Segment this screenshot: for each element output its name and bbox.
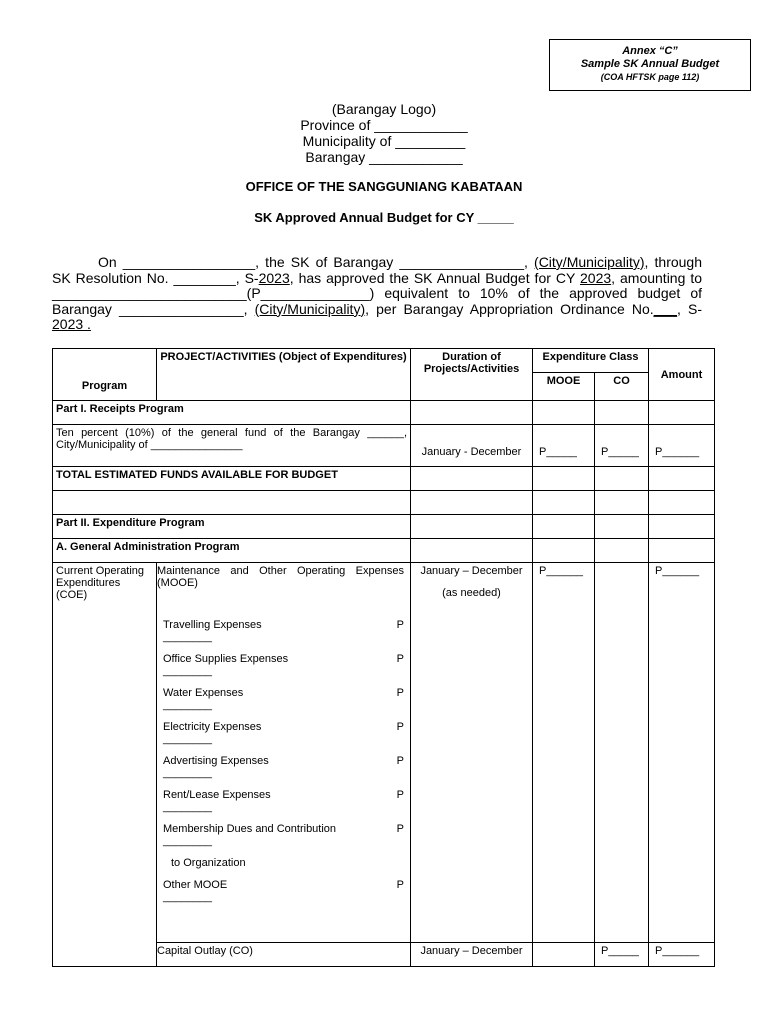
office-title: OFFICE OF THE SANGGUNIANG KABATAAN xyxy=(245,179,523,194)
gen-admin-row xyxy=(53,539,715,563)
annex-reference: (COA HFTSK page 112) xyxy=(600,72,700,82)
coe-as-needed: (as needed) xyxy=(442,587,501,599)
expense-item: Other MOOE P ________ xyxy=(163,879,404,903)
ten-percent-label: Ten percent (10%) of the general fund of the Barangay ______, City/Municipality of _______________ xyxy=(53,425,411,467)
paragraph-line-3: _________________________(P______________) equivalent to 10% of the approved budget of xyxy=(52,285,702,301)
coe-duration-cell xyxy=(411,563,533,943)
receipts-row xyxy=(53,425,715,467)
header-mooe: MOOE xyxy=(533,373,595,401)
coe-row xyxy=(53,563,715,943)
budget-table xyxy=(52,348,715,967)
barangay-line: Barangay ____________ xyxy=(305,149,463,165)
receipts-duration: January - December xyxy=(411,425,533,467)
paragraph-line-5: 2023 . xyxy=(52,316,91,332)
expense-item: Office Supplies Expenses P ________ xyxy=(163,653,404,677)
to-organization-label: to Organization xyxy=(171,857,246,869)
part2-row xyxy=(53,515,715,539)
header-expenditure-class: Expenditure Class xyxy=(533,349,649,373)
receipts-mooe: P_____ xyxy=(533,425,595,467)
header-duration: Duration of Projects/Activities xyxy=(411,349,533,401)
coe-duration: January – December xyxy=(420,565,523,577)
paragraph-line-4: Barangay ________________, (City/Municipality), per Barangay Appropriation Ordinance No.___, S- xyxy=(52,300,703,317)
mooe-full-label: Maintenance and Other Operating Expenses (MOOE) xyxy=(157,565,404,589)
annex-subtitle: Sample SK Annual Budget xyxy=(580,58,720,70)
municipality-line: Municipality of _________ xyxy=(302,133,466,149)
coe-mooe: P______ xyxy=(533,563,595,943)
expense-item: Membership Dues and Contribution P ________ xyxy=(163,823,404,847)
co-co: P_____ xyxy=(595,943,649,967)
expense-item: Electricity Expenses P ________ xyxy=(163,721,404,745)
total-funds-row xyxy=(53,467,715,491)
blank-row xyxy=(53,491,715,515)
header-project-activities: PROJECT/ACTIVITIES (Object of Expenditures) xyxy=(157,349,411,401)
expense-item: Rent/Lease Expenses P ________ xyxy=(163,789,404,813)
mooe-expense-list xyxy=(157,563,411,943)
header-co: CO xyxy=(595,373,649,401)
capital-outlay-label: Capital Outlay (CO) xyxy=(157,943,411,967)
total-funds-label: TOTAL ESTIMATED FUNDS AVAILABLE FOR BUDGET xyxy=(53,467,411,491)
part1-label: Part I. Receipts Program xyxy=(53,401,411,425)
part2-label: Part II. Expenditure Program xyxy=(53,515,411,539)
paragraph-line-1: On _________________, the SK of Barangay ________________, (City/Municipality), through xyxy=(98,254,702,270)
header-amount: Amount xyxy=(649,349,715,401)
expense-item: Travelling Expenses P ________ xyxy=(163,619,404,643)
gen-admin-label: A. General Administration Program xyxy=(53,539,411,563)
co-amount: P______ xyxy=(649,943,715,967)
coe-amount: P______ xyxy=(649,563,715,943)
part1-row xyxy=(53,401,715,425)
receipts-amount: P______ xyxy=(649,425,715,467)
paragraph-line-2: SK Resolution No. ________, S-2023, has approved the SK Annual Budget for CY 2023, amounting to xyxy=(52,269,702,286)
receipts-co: P_____ xyxy=(595,425,649,467)
expense-item: Advertising Expenses P ________ xyxy=(163,755,404,779)
barangay-logo-placeholder: (Barangay Logo) xyxy=(331,101,437,117)
province-line: Province of ____________ xyxy=(300,117,468,133)
annex-label: Annex “C” xyxy=(622,45,678,57)
expense-item: Water Expenses P ________ xyxy=(163,687,404,711)
header-row xyxy=(53,349,715,373)
annex-box xyxy=(549,39,751,91)
approval-paragraph xyxy=(52,255,702,333)
header-program: Program xyxy=(53,349,157,401)
budget-title: SK Approved Annual Budget for CY _____ xyxy=(254,210,514,225)
co-duration: January – December xyxy=(411,943,533,967)
coe-label: Current Operating Expenditures (COE) xyxy=(53,563,157,967)
